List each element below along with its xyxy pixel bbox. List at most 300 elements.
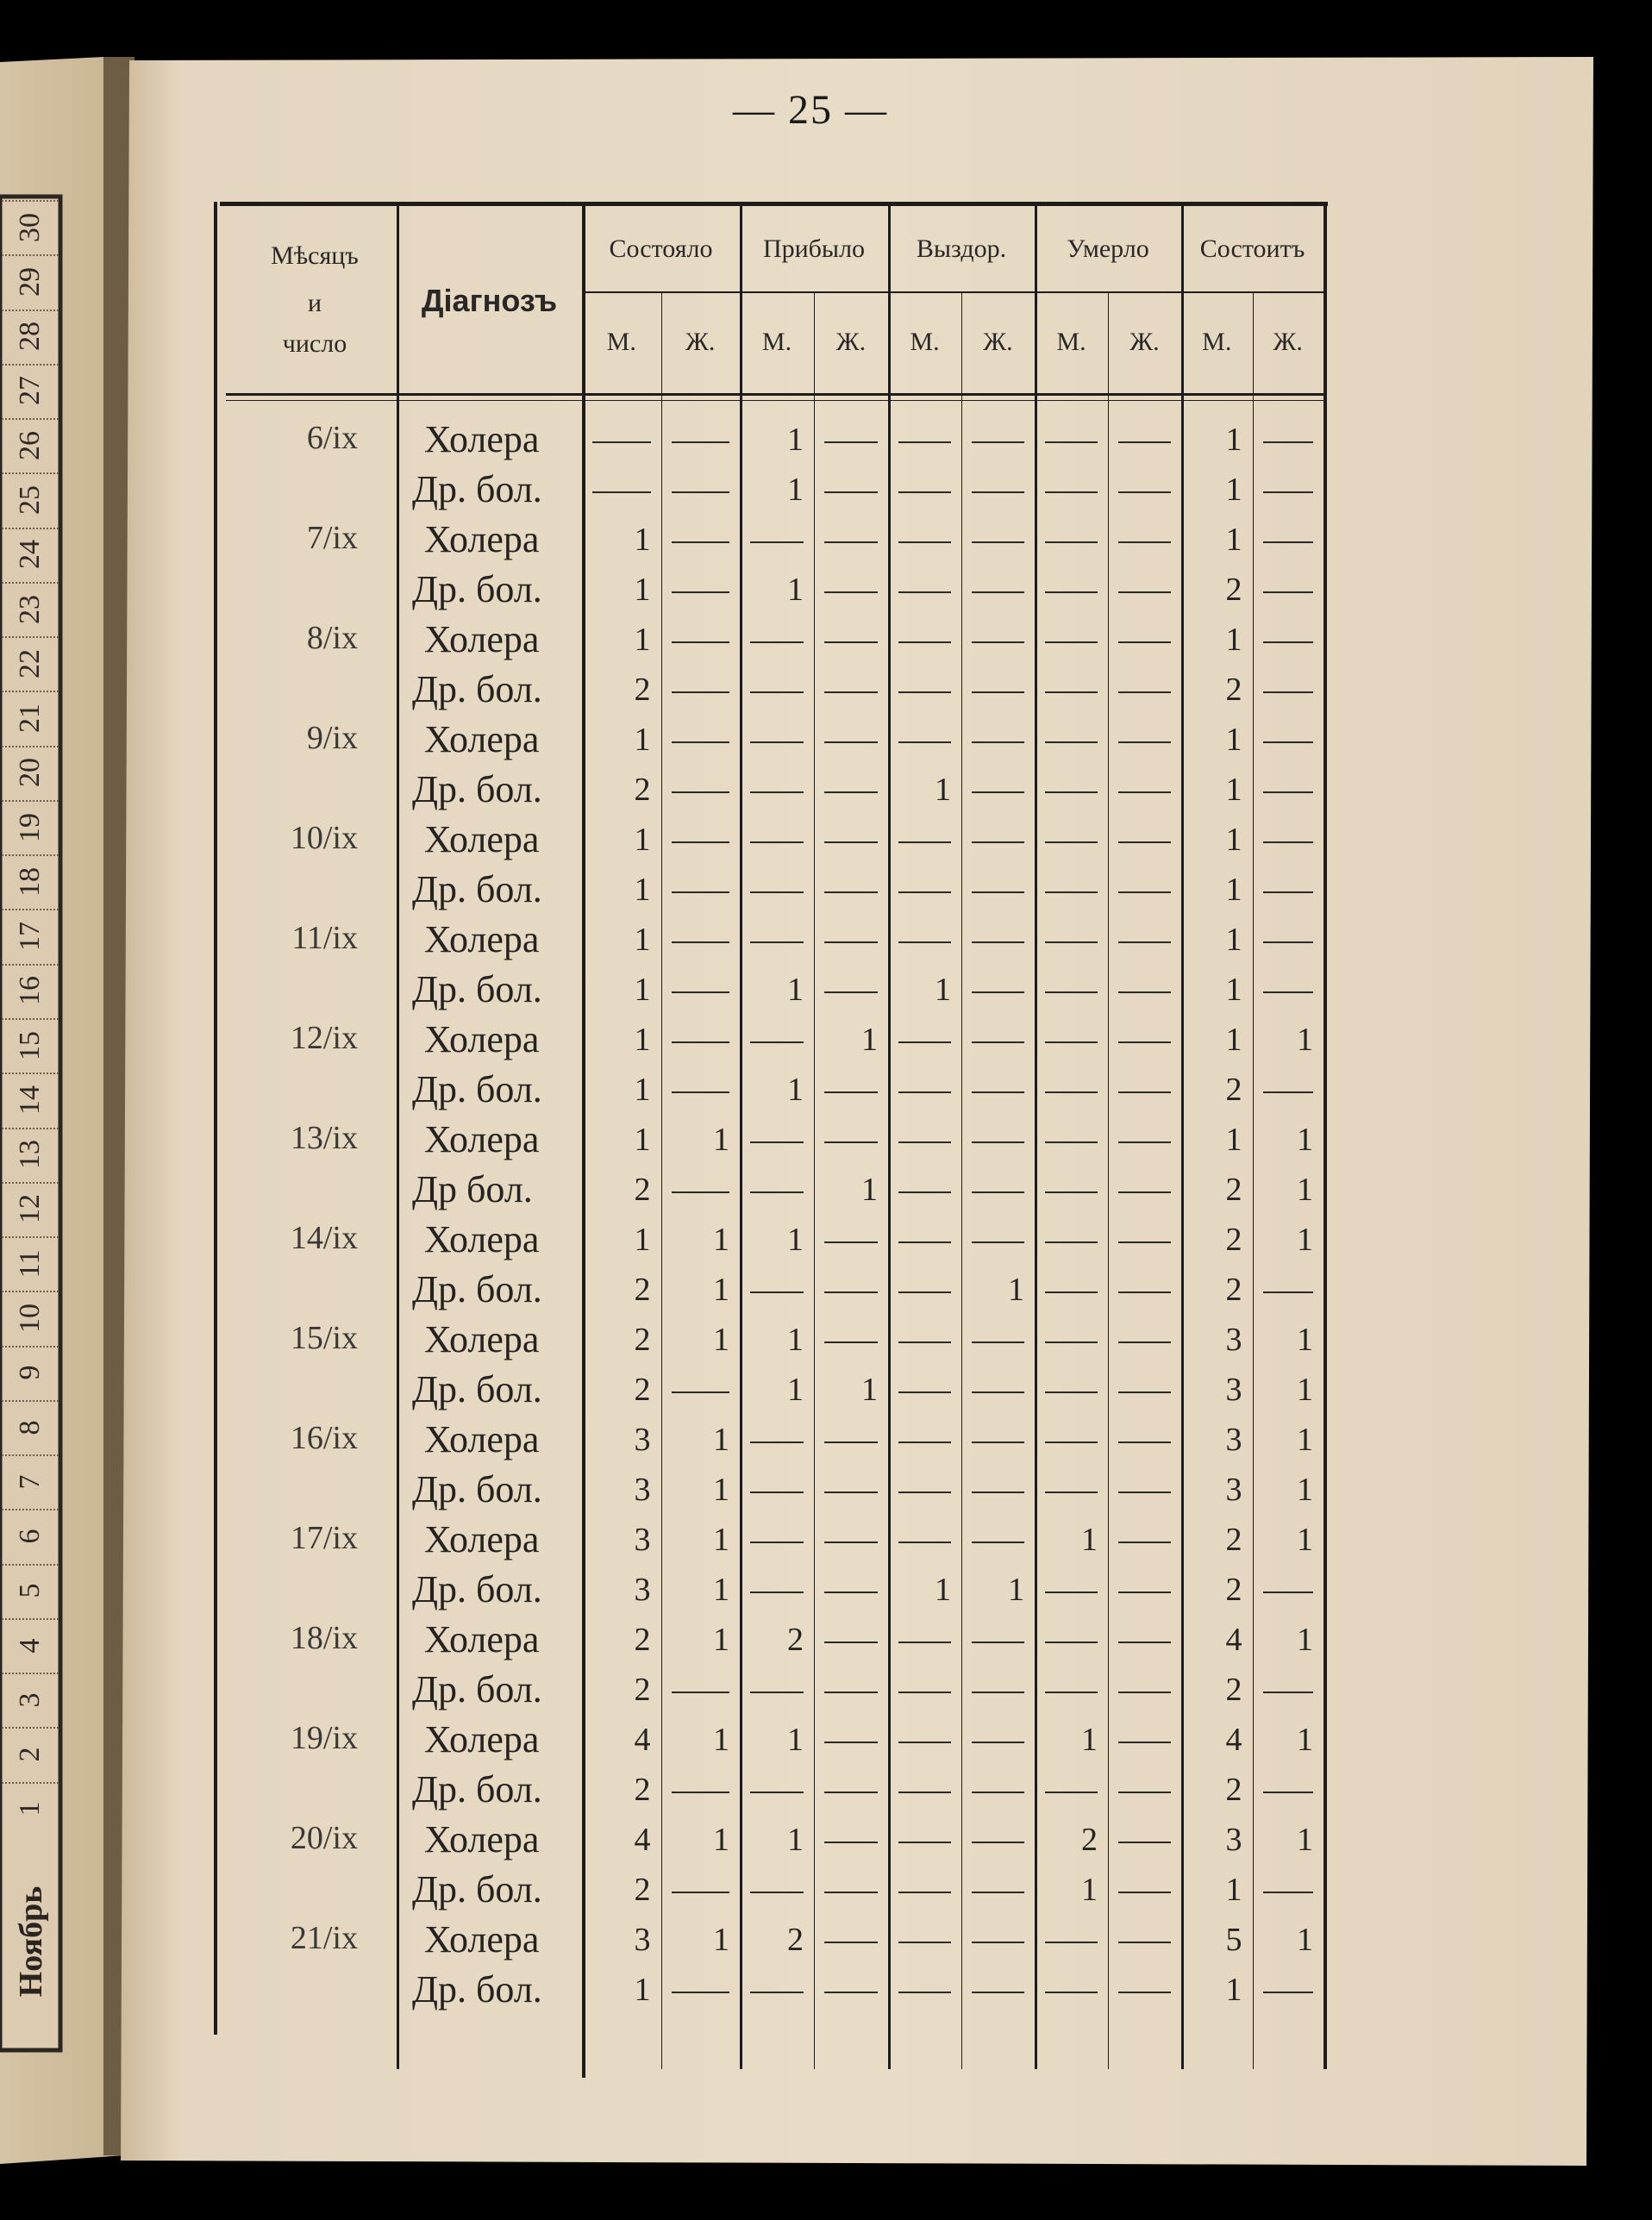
diagnosis-cell: Др. бол.: [412, 1068, 542, 1110]
tab-day-number: 10: [14, 1303, 46, 1333]
empty-dash: [672, 1792, 730, 1793]
empty-dash: [824, 1792, 878, 1793]
empty-dash: [1045, 1391, 1098, 1393]
group-divider: [1181, 202, 1184, 2069]
empty-dash: [1045, 441, 1098, 443]
value-cell: 3: [634, 1572, 651, 1608]
value-cell: 1: [634, 1022, 651, 1058]
empty-dash: [824, 1241, 878, 1243]
empty-dash: [592, 491, 651, 493]
value-cell: 2: [1225, 1772, 1242, 1808]
diagnosis-cell: Др. бол.: [412, 1568, 542, 1610]
date-cell: 7/ix: [306, 520, 358, 556]
diagnosis-cell: Др бол.: [412, 1168, 533, 1210]
empty-dash: [972, 1742, 1024, 1743]
empty-dash: [972, 1792, 1024, 1793]
empty-dash: [972, 1241, 1024, 1243]
empty-dash: [672, 1892, 730, 1893]
empty-dash: [824, 591, 878, 593]
empty-dash: [972, 991, 1024, 993]
empty-dash: [824, 1541, 878, 1543]
tab-day-number: 23: [14, 594, 46, 624]
empty-dash: [1118, 591, 1171, 593]
empty-dash: [898, 591, 951, 593]
empty-dash: [672, 1391, 730, 1393]
empty-dash: [972, 1341, 1024, 1343]
empty-dash: [672, 1091, 730, 1093]
value-cell: 1: [634, 1972, 651, 2008]
empty-dash: [898, 1792, 951, 1793]
diagnosis-cell: Др. бол.: [412, 668, 542, 710]
empty-dash: [1263, 1892, 1314, 1893]
header-sub-m: М.: [761, 328, 792, 356]
empty-dash: [1118, 1992, 1171, 1993]
empty-dash: [672, 941, 730, 943]
value-cell: 1: [634, 572, 651, 608]
tab-day-number: 9: [14, 1365, 46, 1380]
tab-day-number: 24: [14, 540, 46, 570]
empty-dash: [1118, 1692, 1171, 1693]
empty-dash: [1118, 1191, 1171, 1193]
tab-day-number: 1: [14, 1801, 46, 1817]
empty-dash: [1045, 1041, 1098, 1043]
empty-dash: [750, 1892, 804, 1893]
empty-dash: [824, 891, 878, 893]
value-cell: 1: [713, 1122, 729, 1158]
value-cell: 1: [634, 822, 651, 858]
empty-dash: [824, 1842, 878, 1843]
empty-dash: [1045, 1191, 1098, 1193]
value-cell: 1: [634, 622, 651, 658]
date-cell: 6/ix: [306, 420, 358, 456]
empty-dash: [1263, 1692, 1314, 1693]
empty-dash: [898, 1842, 951, 1843]
value-cell: 1: [1225, 822, 1242, 858]
empty-dash: [824, 1491, 878, 1493]
empty-dash: [972, 1041, 1024, 1043]
empty-dash: [972, 741, 1024, 743]
diag-group-divider: [582, 202, 585, 2078]
empty-dash: [1263, 991, 1314, 993]
empty-dash: [898, 441, 951, 443]
empty-dash: [972, 1642, 1024, 1643]
empty-dash: [972, 1942, 1024, 1943]
empty-dash: [1118, 1541, 1171, 1543]
page-number: — 25 —: [733, 87, 888, 133]
empty-dash: [750, 941, 804, 943]
empty-dash: [824, 1742, 878, 1743]
empty-dash: [898, 1291, 951, 1293]
m-zh-divider: [961, 291, 962, 2069]
value-cell: 1: [1297, 1422, 1313, 1458]
value-cell: 2: [634, 1322, 651, 1358]
value-cell: 1: [713, 1322, 729, 1358]
empty-dash: [898, 1992, 951, 1993]
diagnosis-cell: Холера: [424, 1618, 540, 1660]
empty-dash: [898, 741, 951, 743]
empty-dash: [672, 1191, 730, 1193]
empty-dash: [1118, 991, 1171, 993]
value-cell: 1: [787, 1072, 804, 1108]
tab-day-number: 27: [14, 376, 46, 406]
date-cell: 10/ix: [290, 820, 358, 856]
tab-day-number: 26: [14, 430, 46, 460]
empty-dash: [898, 1191, 951, 1193]
tab-day-number: 7: [14, 1474, 46, 1490]
empty-dash: [898, 1341, 951, 1343]
empty-dash: [1118, 1391, 1171, 1393]
table-left-rule: [214, 202, 217, 2035]
value-cell: 1: [1297, 1122, 1313, 1158]
empty-dash: [824, 1441, 878, 1443]
empty-dash: [898, 691, 951, 693]
empty-dash: [1263, 1592, 1314, 1593]
value-cell: 2: [634, 1372, 651, 1408]
empty-dash: [750, 691, 804, 693]
value-cell: 1: [787, 1222, 804, 1258]
value-cell: 1: [861, 1022, 878, 1058]
empty-dash: [824, 1992, 878, 1993]
empty-dash: [1118, 691, 1171, 693]
empty-dash: [898, 1541, 951, 1543]
empty-dash: [750, 1541, 804, 1543]
value-cell: 1: [1297, 1922, 1313, 1958]
empty-dash: [1118, 1041, 1171, 1043]
empty-dash: [898, 1892, 951, 1893]
value-cell: 1: [713, 1922, 729, 1958]
empty-dash: [898, 1391, 951, 1393]
diagnosis-cell: Холера: [424, 1918, 540, 1960]
date-cell: 12/ix: [290, 1020, 358, 1056]
header-group-label: Умерло: [1067, 235, 1149, 263]
tab-day-number: 29: [14, 266, 46, 297]
value-cell: 1: [787, 572, 804, 608]
tab-day-number: 28: [14, 322, 46, 352]
empty-dash: [1118, 1742, 1171, 1743]
diagnosis-cell: Холера: [424, 1318, 540, 1360]
tab-day-number: 21: [14, 704, 46, 734]
empty-dash: [750, 1191, 804, 1193]
value-cell: 1: [787, 1372, 804, 1408]
empty-dash: [824, 1592, 878, 1593]
value-cell: 1: [787, 1722, 804, 1758]
empty-dash: [750, 841, 804, 843]
empty-dash: [898, 1491, 951, 1493]
value-cell: 1: [1297, 1022, 1313, 1058]
value-cell: 3: [1225, 1372, 1242, 1408]
empty-dash: [972, 941, 1024, 943]
value-cell: 1: [787, 972, 804, 1008]
diagnosis-cell: Др. бол.: [412, 968, 542, 1010]
header-group-label: Прибыло: [762, 235, 866, 263]
value-cell: 3: [1225, 1322, 1242, 1358]
diagnosis-cell: Холера: [424, 618, 540, 660]
diagnosis-cell: Др. бол.: [412, 1668, 542, 1710]
empty-dash: [1118, 441, 1171, 443]
empty-dash: [1045, 591, 1098, 593]
value-cell: 3: [1225, 1422, 1242, 1458]
diagnosis-cell: Др. бол.: [412, 1468, 542, 1510]
empty-dash: [1118, 1942, 1171, 1943]
tab-day-number: 16: [14, 976, 46, 1006]
empty-dash: [1263, 1992, 1314, 1993]
empty-dash: [750, 1141, 804, 1143]
diagnosis-cell: Холера: [424, 1018, 540, 1060]
empty-dash: [824, 1942, 878, 1943]
tab-day-number: 13: [14, 1140, 46, 1170]
value-cell: 1: [1225, 722, 1242, 758]
empty-dash: [898, 891, 951, 893]
value-cell: 2: [1225, 672, 1242, 708]
value-cell: 1: [861, 1372, 878, 1408]
value-cell: 2: [1225, 1672, 1242, 1708]
empty-dash: [750, 741, 804, 743]
value-cell: 1: [1225, 1022, 1242, 1058]
empty-dash: [824, 941, 878, 943]
empty-dash: [672, 1041, 730, 1043]
value-cell: 1: [713, 1572, 729, 1608]
empty-dash: [672, 591, 730, 593]
subheader-rule: [582, 291, 1323, 293]
value-cell: 1: [1297, 1822, 1313, 1858]
value-cell: 2: [634, 1272, 651, 1308]
empty-dash: [1045, 841, 1098, 843]
date-cell: 17/ix: [290, 1520, 358, 1556]
value-cell: 1: [1297, 1172, 1313, 1208]
empty-dash: [1118, 1642, 1171, 1643]
date-cell: 21/ix: [290, 1920, 358, 1956]
empty-dash: [1118, 1592, 1171, 1593]
value-cell: 4: [1225, 1622, 1242, 1658]
empty-dash: [1118, 1091, 1171, 1093]
diagnosis-cell: Др. бол.: [412, 868, 542, 910]
m-zh-divider: [1108, 291, 1109, 2069]
value-cell: 2: [1225, 1072, 1242, 1108]
value-cell: 2: [634, 1772, 651, 1808]
empty-dash: [672, 1992, 730, 1993]
empty-dash: [1045, 991, 1098, 993]
value-cell: 1: [787, 422, 804, 458]
empty-dash: [1263, 841, 1314, 843]
date-cell: 18/ix: [290, 1620, 358, 1656]
tab-day-number: 11: [14, 1249, 46, 1279]
value-cell: 3: [634, 1422, 651, 1458]
date-cell: 13/ix: [290, 1120, 358, 1156]
empty-dash: [898, 941, 951, 943]
empty-dash: [672, 991, 730, 993]
empty-dash: [1263, 891, 1314, 893]
value-cell: 1: [1008, 1272, 1024, 1308]
empty-dash: [750, 1041, 804, 1043]
empty-dash: [898, 641, 951, 643]
tab-day-number: 20: [14, 758, 46, 788]
empty-dash: [972, 641, 1024, 643]
empty-dash: [972, 841, 1024, 843]
empty-dash: [1045, 491, 1098, 493]
value-cell: 3: [1225, 1472, 1242, 1508]
value-cell: 2: [634, 1622, 651, 1658]
tab-day-number: 30: [14, 212, 46, 242]
value-cell: 1: [713, 1822, 729, 1858]
header-month-line: число: [282, 329, 347, 358]
date-cell: 11/ix: [291, 920, 358, 956]
diagnosis-cell: Холера: [424, 1418, 540, 1460]
empty-dash: [972, 891, 1024, 893]
empty-dash: [972, 541, 1024, 543]
value-cell: 1: [634, 1222, 651, 1258]
diagnosis-cell: Др. бол.: [412, 1868, 542, 1910]
date-cell: 9/ix: [306, 720, 358, 756]
empty-dash: [1045, 1792, 1098, 1793]
value-cell: 1: [1297, 1322, 1313, 1358]
value-cell: 3: [1225, 1822, 1242, 1858]
empty-dash: [672, 891, 730, 893]
empty-dash: [1118, 1792, 1171, 1793]
empty-dash: [972, 1892, 1024, 1893]
value-cell: 1: [1081, 1522, 1098, 1558]
empty-dash: [824, 1892, 878, 1893]
diagnosis-cell: Холера: [424, 1718, 540, 1760]
empty-dash: [1118, 491, 1171, 493]
empty-dash: [972, 1191, 1024, 1193]
value-cell: 1: [1008, 1572, 1024, 1608]
value-cell: 1: [787, 1822, 804, 1858]
empty-dash: [898, 1091, 951, 1093]
date-cell: 15/ix: [290, 1320, 358, 1356]
value-cell: 1: [1225, 922, 1242, 958]
value-cell: 1: [713, 1522, 729, 1558]
empty-dash: [1118, 541, 1171, 543]
value-cell: 2: [634, 1672, 651, 1708]
header-diagnosis: Діагнозъ: [421, 283, 558, 318]
empty-dash: [1045, 691, 1098, 693]
diagnosis-cell: Др. бол.: [412, 1968, 542, 2011]
empty-dash: [1118, 741, 1171, 743]
empty-dash: [824, 1642, 878, 1643]
empty-dash: [1045, 541, 1098, 543]
empty-dash: [750, 1992, 804, 1993]
value-cell: 2: [1225, 1522, 1242, 1558]
value-cell: 1: [713, 1622, 729, 1658]
empty-dash: [1045, 1091, 1098, 1093]
diagnosis-cell: Холера: [424, 1218, 540, 1260]
tab-day-number: 19: [14, 812, 46, 842]
tab-day-number: 2: [14, 1747, 46, 1762]
value-cell: 1: [634, 922, 651, 958]
tab-day-number: 15: [14, 1030, 46, 1060]
empty-dash: [972, 1992, 1024, 1993]
m-zh-divider: [661, 291, 662, 2069]
empty-dash: [1045, 1942, 1098, 1943]
diagnosis-cell: Холера: [424, 918, 540, 960]
value-cell: 1: [1297, 1522, 1313, 1558]
empty-dash: [1263, 641, 1314, 643]
value-cell: 2: [634, 1172, 651, 1208]
empty-dash: [824, 691, 878, 693]
tab-day-number: 18: [14, 866, 46, 897]
value-cell: 3: [634, 1522, 651, 1558]
m-zh-divider: [814, 291, 815, 2069]
diagnosis-cell: Холера: [424, 1118, 540, 1160]
empty-dash: [824, 791, 878, 793]
empty-dash: [750, 1441, 804, 1443]
empty-dash: [750, 641, 804, 643]
empty-dash: [824, 641, 878, 643]
empty-dash: [592, 441, 651, 443]
value-cell: 1: [1297, 1622, 1313, 1658]
empty-dash: [898, 491, 951, 493]
empty-dash: [1045, 1291, 1098, 1293]
empty-dash: [824, 491, 878, 493]
value-cell: 2: [1081, 1822, 1098, 1858]
tab-month-label: Ноябрь: [13, 1885, 49, 1998]
value-cell: 2: [787, 1922, 804, 1958]
empty-dash: [898, 1141, 951, 1143]
empty-dash: [1118, 1491, 1171, 1493]
empty-dash: [972, 1441, 1024, 1443]
empty-dash: [1118, 1892, 1171, 1893]
diagnosis-cell: Др. бол.: [412, 768, 542, 810]
value-cell: 1: [1225, 1122, 1242, 1158]
empty-dash: [1118, 791, 1171, 793]
value-cell: 1: [713, 1222, 729, 1258]
empty-dash: [824, 741, 878, 743]
empty-dash: [1045, 1642, 1098, 1643]
diagnosis-cell: Др. бол.: [412, 1268, 542, 1310]
empty-dash: [1118, 1441, 1171, 1443]
empty-dash: [1118, 941, 1171, 943]
value-cell: 1: [634, 522, 651, 558]
value-cell: 1: [1225, 422, 1242, 458]
value-cell: 1: [1225, 972, 1242, 1008]
empty-dash: [972, 791, 1024, 793]
empty-dash: [972, 491, 1024, 493]
value-cell: 1: [1225, 622, 1242, 658]
empty-dash: [750, 541, 804, 543]
empty-dash: [824, 841, 878, 843]
empty-dash: [672, 1692, 730, 1693]
value-cell: 2: [634, 1872, 651, 1908]
empty-dash: [672, 491, 730, 493]
value-cell: 5: [1225, 1922, 1242, 1958]
empty-dash: [672, 691, 730, 693]
value-cell: 2: [1225, 1172, 1242, 1208]
empty-dash: [750, 1692, 804, 1693]
empty-dash: [750, 1792, 804, 1793]
value-cell: 1: [1297, 1372, 1313, 1408]
empty-dash: [672, 641, 730, 643]
empty-dash: [1263, 791, 1314, 793]
header-group-label: Состояло: [609, 235, 713, 263]
empty-dash: [1045, 891, 1098, 893]
empty-dash: [1263, 691, 1314, 693]
value-cell: 2: [634, 772, 651, 808]
tab-day-number: 22: [14, 648, 46, 679]
empty-dash: [1045, 1692, 1098, 1693]
value-cell: 2: [787, 1622, 804, 1658]
value-cell: 1: [1081, 1722, 1098, 1758]
value-cell: 2: [1225, 1272, 1242, 1308]
tab-day-number: 3: [14, 1692, 46, 1708]
tab-day-number: 14: [14, 1085, 46, 1115]
tab-day-number: 5: [14, 1583, 46, 1598]
m-zh-divider: [1253, 291, 1254, 2069]
empty-dash: [1118, 1842, 1171, 1843]
diagnosis-cell: Холера: [424, 818, 540, 860]
empty-dash: [1045, 1592, 1098, 1593]
header-sub-m: М.: [1202, 328, 1232, 356]
empty-dash: [824, 1692, 878, 1693]
